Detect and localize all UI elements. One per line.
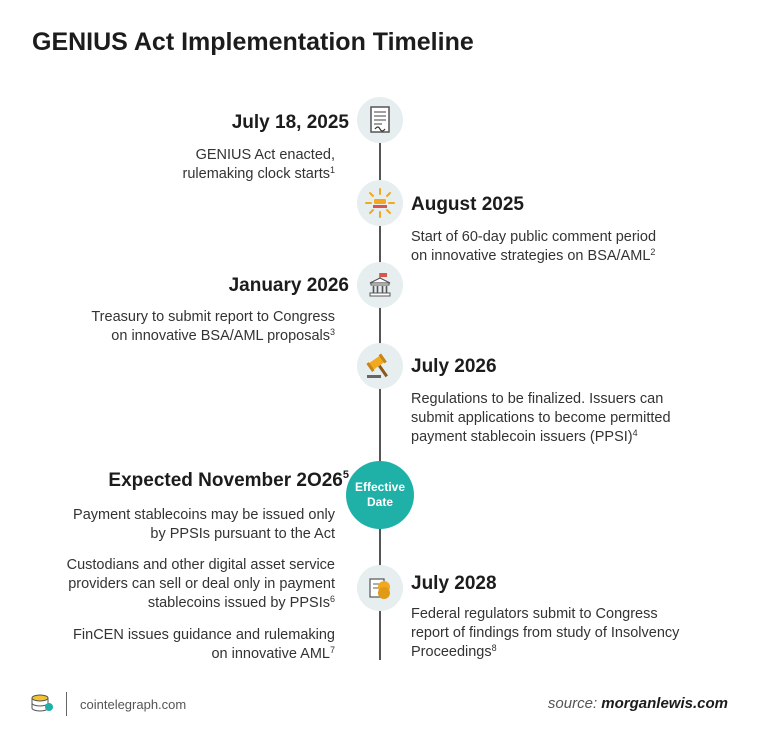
document-icon xyxy=(357,97,403,143)
page-title: GENIUS Act Implementation Timeline xyxy=(32,28,474,56)
event-description: Start of 60-day public comment period on innovative strategies on BSA/AML$^2$ xyxy=(411,229,657,264)
gavel-sunburst-icon xyxy=(357,180,403,226)
effective-date-badge: Effective Date xyxy=(346,461,414,529)
footer-divider xyxy=(66,692,67,716)
event-date: July 2028 xyxy=(411,573,497,594)
footer-site: cointelegraph.com xyxy=(80,697,187,712)
event-description: Payment stablecoins may be issued only by PPSIs pursuant to the Act xyxy=(73,507,335,542)
source-credit: source: morganlewis.com xyxy=(547,695,728,712)
coin-document-icon xyxy=(357,565,403,611)
event-description: Custodians and other digital asset service providers can sell or deal only in payment stablecoins issued by PPSIs$^6$ xyxy=(66,557,335,611)
event-date: January 2026 xyxy=(228,275,349,296)
event-description: Federal regulators submit to Congress report of findings from study of Insolvency Proceedings$^8$ xyxy=(411,606,680,660)
event-description: Regulations to be finalized. Issuers can submit applications to become permitted payment stablecoin issuers (PPSI)$^4$ xyxy=(411,391,671,445)
gavel-icon xyxy=(357,343,403,389)
event-date: August 2025 xyxy=(411,194,524,215)
event-description: Treasury to submit report to Congress on innovative BSA/AML proposals$^3$ xyxy=(91,309,335,344)
capitol-building-icon xyxy=(357,262,403,308)
event-description: FinCEN issues guidance and rulemaking on innovative AML$^7$ xyxy=(73,627,335,662)
event-date: July 2026 xyxy=(411,356,497,377)
event-description: GENIUS Act enacted, rulemaking clock starts$^1$ xyxy=(182,147,335,182)
cointelegraph-logo-icon xyxy=(30,693,54,720)
event-date: July 18, 2025 xyxy=(231,112,349,133)
event-date: Expected November $2O26^5$ xyxy=(108,469,349,491)
